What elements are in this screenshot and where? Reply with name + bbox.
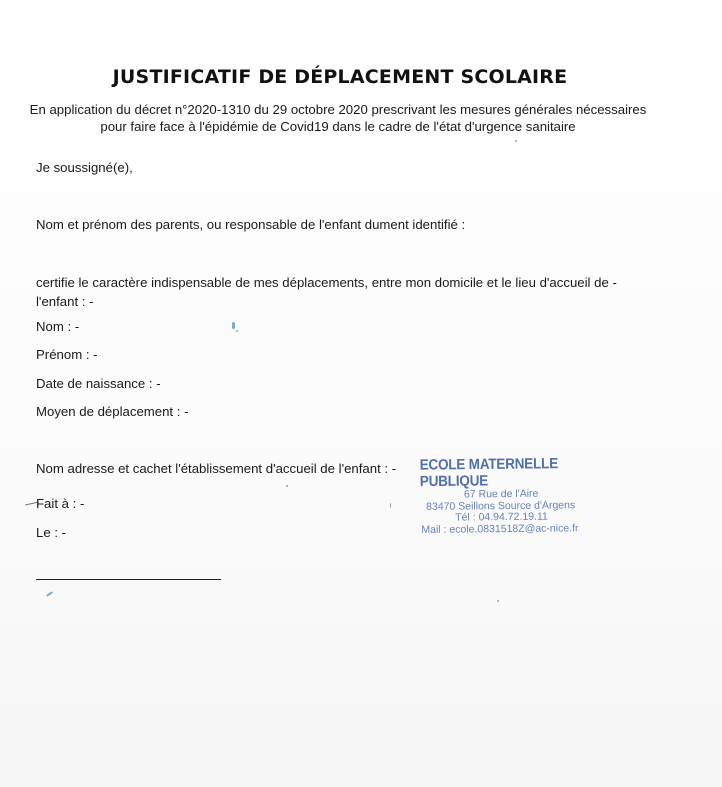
scan-speck	[46, 591, 53, 597]
scan-speck	[497, 600, 499, 602]
scan-speck	[236, 330, 238, 332]
date-field: Le : -	[36, 525, 67, 540]
made-at-field: Fait à : -	[36, 496, 85, 511]
scan-speck	[390, 503, 391, 508]
certify-line-1: certifie le caractère indispensable de mes déplacements, entre mon domicile et le lieu d'accueil de -	[36, 275, 617, 290]
scan-speck	[515, 140, 517, 142]
parent-name-field: Nom et prénom des parents, ou responsable de l'enfant dument identifié :	[36, 217, 466, 232]
school-stamp	[410, 456, 611, 536]
school-field: Nom adresse et cachet l'établissement d'accueil de l'enfant : -	[36, 461, 397, 476]
transport-field: Moyen de déplacement : -	[36, 404, 189, 419]
stamp-city: 83470 Seillons Source d'Argens	[426, 498, 576, 513]
certify-paragraph	[36, 273, 636, 311]
scan-speck	[232, 322, 235, 329]
signature-line	[36, 579, 221, 580]
child-last-name-field: Nom : -	[36, 319, 80, 334]
document-subtitle	[0, 101, 676, 135]
child-first-name-field: Prénom : -	[36, 347, 98, 362]
birth-date-field: Date de naissance : -	[36, 376, 161, 391]
certify-line-2: l'enfant : -	[36, 294, 94, 309]
stamp-mail: Mail : ecole.0831518Z@ac-nice.fr	[421, 521, 579, 536]
subtitle-line-1: En application du décret n°2020-1310 du 29 octobre 2020 prescrivant les mesures générales nécessaires	[29, 102, 647, 117]
undersigned-line: Je soussigné(e),	[36, 160, 133, 175]
stamp-street: 67 Rue de l'Aire	[463, 487, 539, 501]
document-title: JUSTIFICATIF DE DÉPLACEMENT SCOLAIRE	[112, 66, 568, 88]
stamp-phone: Tél : 04.94.72.19.11	[455, 510, 548, 524]
subtitle-line-2: pour faire face à l'épidémie de Covid19 dans le cadre de l'état d'urgence sanitaire	[100, 119, 576, 134]
scan-speck	[286, 485, 288, 487]
stamp-school-name: ECOLE MATERNELLE PUBLIQUE	[419, 454, 559, 490]
